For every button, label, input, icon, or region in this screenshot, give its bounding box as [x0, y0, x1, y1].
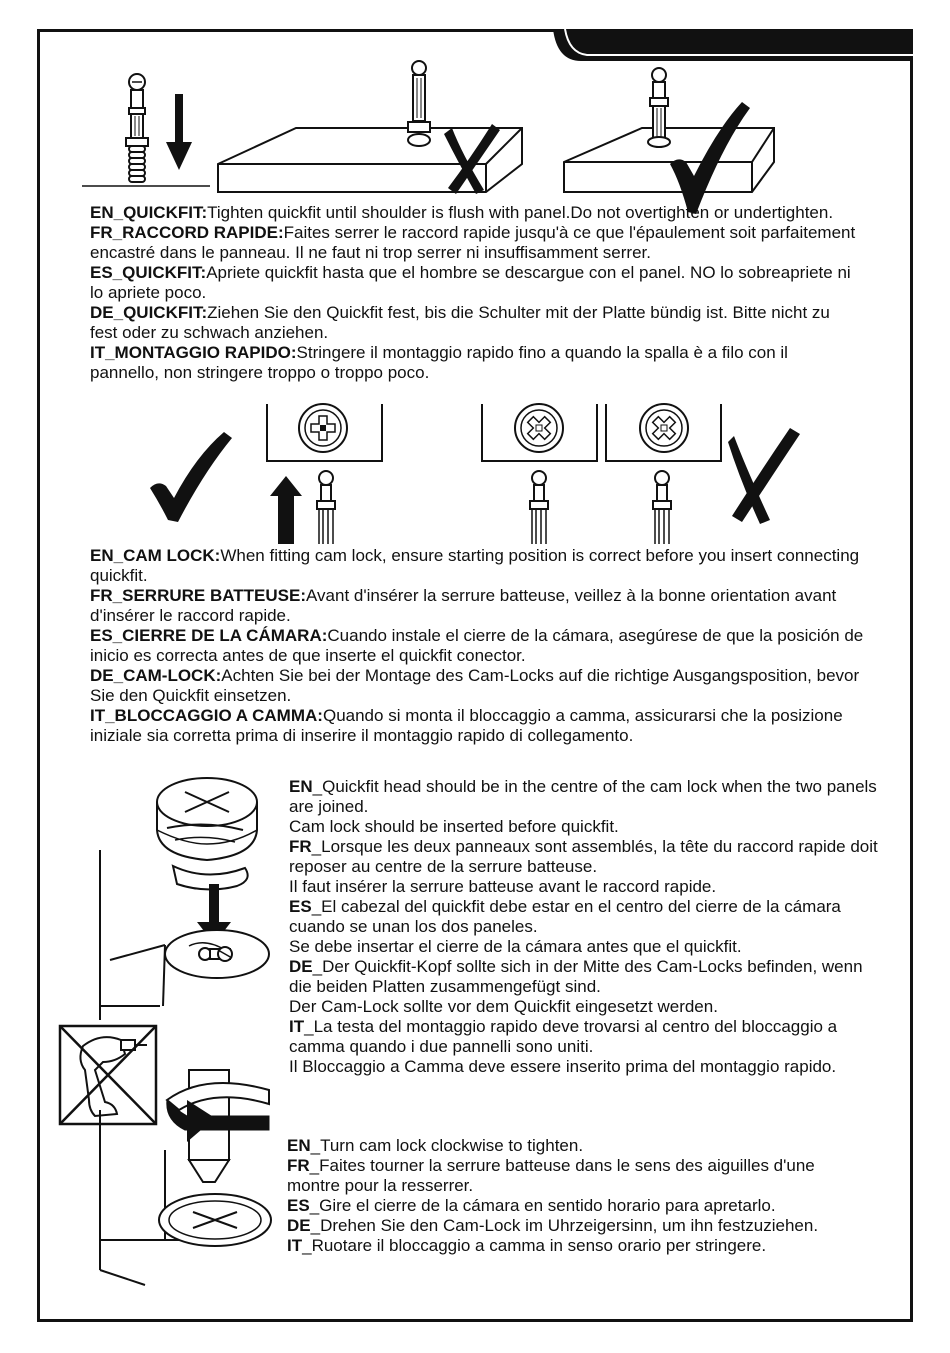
turn-es: ES_Gire el cierre de la cámara en sentido horario para apretarlo.	[287, 1196, 776, 1215]
head-centre-es-2: Se debe insertar el cierre de la cámara antes que el quickfit.	[289, 937, 742, 956]
head-centre-es: ES_El cabezal del quickfit debe estar en el centro del cierre de la cámara cuando se unan los dos paneles.	[289, 897, 841, 936]
cam-lock-icon	[515, 404, 563, 452]
quickfit-es: ES_QUICKFIT:Apriete quickfit hasta que el hombre se descargue con el panel. NO lo sobreapriete ni lo apriete poco.	[90, 263, 851, 302]
cross-mark-icon	[728, 428, 800, 524]
quickfit-bolt-icon	[653, 471, 671, 544]
camlock-instructions	[90, 546, 870, 746]
quickfit-en: EN_QUICKFIT:Tighten quickfit until shoulder is flush with panel.Do not overtighten or undertighten.	[90, 203, 834, 222]
head-centre-it: IT_La testa del montaggio rapido deve trovarsi al centro del bloccaggio a camma quando i due pannelli sono uniti.	[289, 1017, 838, 1056]
head-centre-fr-2: Il faut insérer la serrure batteuse avant le raccord rapide.	[289, 877, 717, 896]
head-centre-en-2: Cam lock should be inserted before quickfit.	[289, 817, 619, 836]
camlock-correct-check	[150, 432, 240, 524]
cam-lock-icon	[640, 404, 688, 452]
head-centre-de: DE_Der Quickfit-Kopf sollte sich in der Mitte des Cam-Locks befinden, wenn die beiden Platten zusammengefügt sind.	[289, 957, 863, 996]
camlock-es: ES_CIERRE DE LA CÁMARA:Cuando instale el cierre de la cámara, asegúrese de que la posición de inicio es correcta antes de que inserte el quickfit conector.	[90, 626, 864, 665]
camlock-wrong-figure-2	[605, 404, 725, 546]
head-centre-en: EN_Quickfit head should be in the centre of the cam lock when the two panels are joined.	[289, 777, 877, 816]
cam-lock-icon	[299, 404, 347, 452]
head-centre-it-2: Il Bloccaggio a Camma deve essere inserito prima del montaggio rapido.	[289, 1057, 837, 1076]
quickfit-drive-figure	[82, 70, 212, 192]
no-power-drill-icon	[60, 1026, 156, 1124]
quickfit-instructions	[90, 203, 860, 383]
check-mark-icon	[150, 432, 232, 522]
turn-it: IT_Ruotare il bloccaggio a camma in senso orario per stringere.	[287, 1236, 767, 1255]
head-centre-fr: FR_Lorsque les deux panneaux sont assemblés, la tête du raccord rapide doit reposer au centre de la serrure batteuse.	[289, 837, 878, 876]
panel-correct-figure	[562, 66, 778, 196]
head-centre-de-2: Der Cam-Lock sollte vor dem Quickfit eingesetzt werden.	[289, 997, 718, 1016]
quickfit-fr: FR_RACCORD RAPIDE:Faites serrer le raccord rapide jusqu'à ce que l'épaulement soit parfaitement encastré dans le panneau. Il ne faut ni trop serrer ni insuffisamment serrer.	[90, 223, 856, 262]
camlock-fr: FR_SERRURE BATTEUSE:Avant d'insérer la serrure batteuse, veillez à la bonne orientation avant d'insérer le raccord rapide.	[90, 586, 837, 625]
panel-wrong-figure	[216, 60, 526, 195]
header-tab	[553, 29, 913, 61]
turn-instructions	[287, 1136, 872, 1256]
turn-fr: FR_Faites tourner la serrure batteuse dans le sens des aiguilles d'une montre pour la resserrer.	[287, 1156, 815, 1195]
camlock-correct-figure	[266, 404, 386, 546]
camlock-assembly-figure	[55, 770, 287, 1290]
down-arrow-icon	[166, 94, 192, 170]
turn-de: DE_Drehen Sie den Cam-Lock im Uhrzeigersinn, um ihn festzuziehen.	[287, 1216, 819, 1235]
quickfit-bolt-icon	[530, 471, 548, 544]
camlock-it: IT_BLOCCAGGIO A CAMMA:Quando si monta il bloccaggio a camma, assicurarsi che la posizione iniziale sia corretta prima di inserire il montaggio rapido di collegamento.	[90, 706, 843, 745]
camlock-wrong-figure-1	[481, 404, 601, 546]
head-centre-instructions	[289, 777, 879, 1077]
up-arrow-icon	[270, 476, 302, 544]
quickfit-de: DE_QUICKFIT:Ziehen Sie den Quickfit fest, bis die Schulter mit der Platte bündig ist. Bitte nicht zu fest oder zu schwach anziehen.	[90, 303, 830, 342]
camlock-en: EN_CAM LOCK:When fitting cam lock, ensure starting position is correct before you insert connecting quickfit.	[90, 546, 860, 585]
quickfit-bolt-icon	[126, 74, 148, 182]
cam-lock-icon	[157, 778, 257, 890]
camlock-wrong-cross	[728, 428, 802, 524]
turn-en: EN_Turn cam lock clockwise to tighten.	[287, 1136, 584, 1155]
quickfit-it: IT_MONTAGGIO RAPIDO:Stringere il montaggio rapido fino a quando la spalla è a filo con il pannello, non stringere troppo o troppo poco.	[90, 343, 788, 382]
camlock-de: DE_CAM-LOCK:Achten Sie bei der Montage des Cam-Locks auf die richtige Ausgangsposition, bevor Sie den Quickfit einsetzen.	[90, 666, 860, 705]
quickfit-bolt-icon	[317, 471, 335, 544]
